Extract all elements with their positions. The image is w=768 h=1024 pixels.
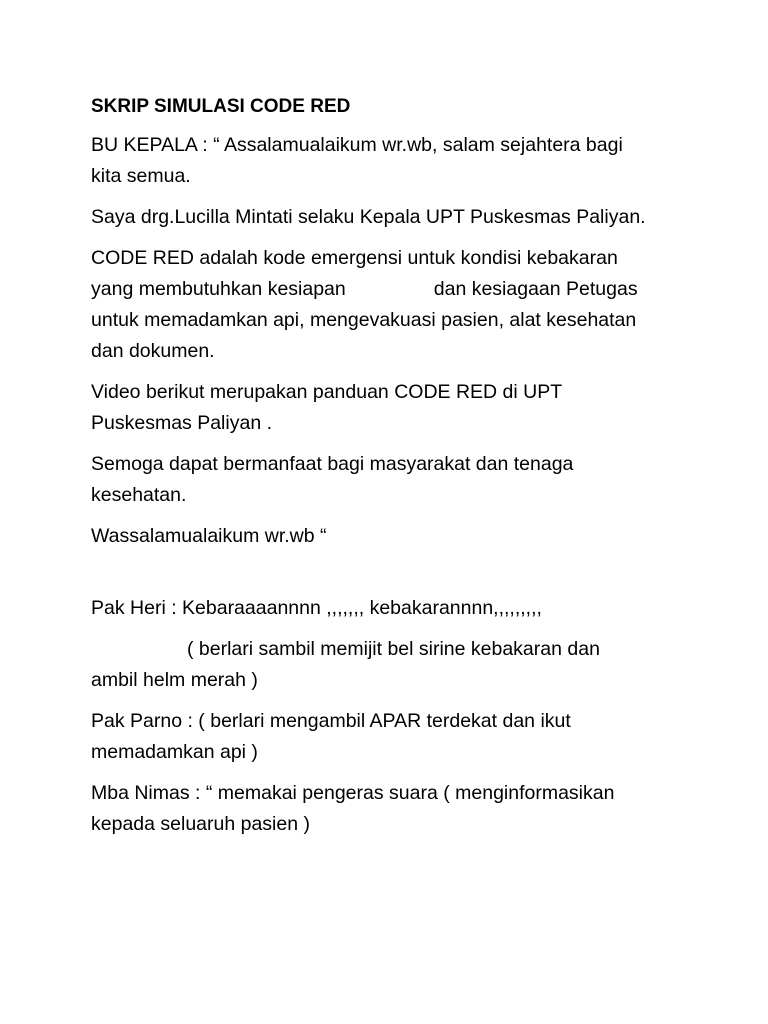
document-body [91,94,681,850]
text-line: untuk memadamkan api, mengevakuasi pasien, alat kesehatan [91,309,637,331]
text-line: ambil helm merah ) [91,669,258,691]
text-line: Saya drg.Lucilla Mintati selaku Kepala UPT Puskesmas Paliyan. [91,206,646,228]
blank-line [91,562,681,593]
paragraph-stage-direction [91,634,681,696]
text-line: Mba Nimas : “ memakai pengeras suara ( menginformasikan [91,782,615,804]
text-line: CODE RED adalah kode emergensi untuk kondisi kebakaran [91,247,618,269]
text-line: Puskesmas Paliyan . [91,412,272,434]
text-line: Pak Heri : Kebaraaaannnn ,,,,,,, kebakarannnn,,,,,,,,, [91,597,542,619]
paragraph-farewell [91,521,681,552]
document-title: SKRIP SIMULASI CODE RED [91,96,351,117]
paragraph-greeting [91,130,681,192]
text-line: kesehatan. [91,484,187,506]
text-line: kepada seluaruh pasien ) [91,813,310,835]
text-line: Wassalamualaikum wr.wb “ [91,525,327,547]
text-line: Video berikut merupakan panduan CODE RED di UPT [91,381,563,403]
text-segment: yang membutuhkan kesiapan [91,278,346,300]
paragraph-pak-heri [91,593,681,624]
text-line: dan dokumen. [91,340,215,362]
text-line-indented [91,634,681,665]
paragraph-closing-wish [91,449,681,511]
text-line: memadamkan api ) [91,741,258,763]
text-line-with-gap [91,274,681,305]
text-line: Pak Parno : ( berlari mengambil APAR terdekat dan ikut [91,710,571,732]
paragraph-introduction [91,202,681,233]
text-line: kita semua. [91,165,191,187]
text-segment: dan kesiagaan Petugas [433,278,638,300]
paragraph-code-red-definition [91,243,681,367]
paragraph-pak-parno [91,706,681,768]
paragraph-mba-nimas [91,778,681,840]
text-segment: ( berlari sambil memijit bel sirine kebakaran dan [187,638,600,660]
text-line: Semoga dapat bermanfaat bagi masyarakat dan tenaga [91,453,574,475]
paragraph-video-guide [91,377,681,439]
text-line: BU KEPALA : “ Assalamualaikum wr.wb, salam sejahtera bagi [91,134,623,156]
